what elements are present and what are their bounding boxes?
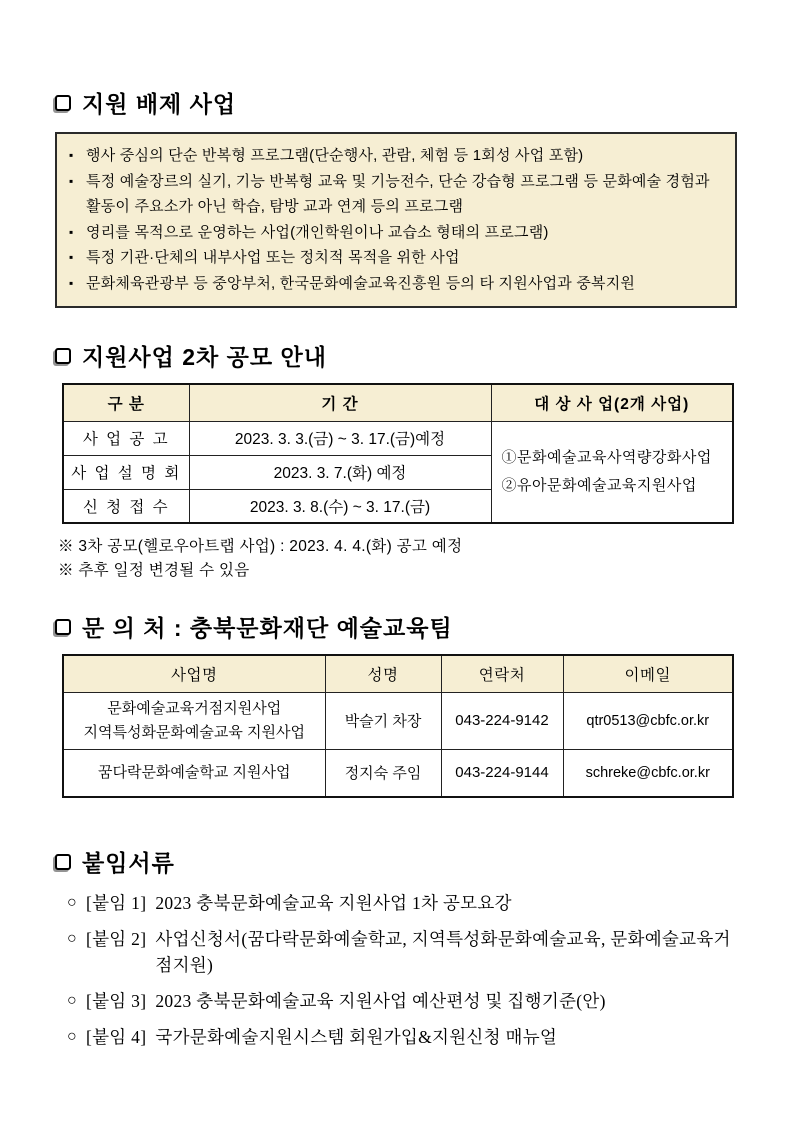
column-header: 연락처 xyxy=(441,655,563,692)
column-header: 성명 xyxy=(325,655,441,692)
table-header-row xyxy=(63,384,733,421)
list-item-text: 행사 중심의 단순 반복형 프로그램(단순행사, 관람, 체험 등 1회성 사업 포함) xyxy=(86,147,584,164)
email-cell: schreke@cbfc.or.kr xyxy=(563,749,733,797)
email-cell: qtr0513@cbfc.or.kr xyxy=(563,692,733,749)
period-cell: 2023. 3. 7.(화) 예정 xyxy=(189,455,491,489)
column-header: 대 상 사 업(2개 사업) xyxy=(491,384,733,421)
notes xyxy=(58,535,737,583)
circle-bullet-icon: ○ xyxy=(67,1028,77,1045)
table-row xyxy=(63,749,733,797)
phone-cell: 043-224-9142 xyxy=(441,692,563,749)
target-line: ②유아문화예술교육지원사업 xyxy=(501,476,697,494)
row-label: 신 청 접 수 xyxy=(63,489,189,523)
square-bullet-icon xyxy=(55,854,71,870)
attachment-tag: [붙임 1] xyxy=(85,893,147,913)
section-title-text: 지원 배제 사업 xyxy=(82,91,237,117)
table-row xyxy=(63,692,733,749)
list-item-text: 영리를 목적으로 운영하는 사업(개인학원이나 교습소 형태의 프로그램) xyxy=(86,223,549,241)
list-item xyxy=(69,245,725,271)
circle-bullet-icon: ○ xyxy=(67,992,77,1009)
square-small-bullet-icon: ▪ xyxy=(69,275,74,290)
circle-bullet-icon: ○ xyxy=(67,930,77,947)
contact-table xyxy=(62,654,734,798)
table-row xyxy=(63,421,733,455)
section-title-text: 붙임서류 xyxy=(82,850,175,876)
attachment-text: 국가문화예술지원시스템 회원가입&지원신청 매뉴얼 xyxy=(155,1027,558,1047)
column-header: 구 분 xyxy=(63,384,189,421)
attachment-text: 사업신청서(꿈다락문화예술학교, 지역특성화문화예술교육, 문화예술교육거점지원) xyxy=(155,929,731,975)
column-header: 기 간 xyxy=(189,384,491,421)
section-title-attachments xyxy=(55,845,737,878)
square-bullet-icon xyxy=(55,348,71,364)
square-bullet-icon xyxy=(55,95,71,111)
list-item xyxy=(69,169,725,220)
list-item-text: 특정 기관·단체의 내부사업 또는 정치적 목적을 위한 사업 xyxy=(86,249,460,266)
project-line: 꿈다락문화예술학교 지원사업 xyxy=(97,763,291,781)
list-item xyxy=(69,220,725,246)
square-small-bullet-icon: ▪ xyxy=(69,148,74,162)
list-item xyxy=(69,143,725,169)
target-projects-cell xyxy=(491,421,733,523)
section-title-text: 문 의 처 : 충북문화재단 예술교육팀 xyxy=(82,615,453,641)
attachment-item xyxy=(67,926,737,978)
attachment-item xyxy=(67,890,737,916)
note-line: ※ 추후 일정 변경될 수 있음 xyxy=(58,562,250,579)
list-item-text: 특정 예술장르의 실기, 기능 반복형 교육 및 기능전수, 단순 강습형 프로그램 등 문화예술 경험과 활동이 주요소가 아닌 학습, 탐방 교과 연계 등의 프로그램 xyxy=(86,172,710,215)
note-line: ※ 3차 공모(헬로우아트랩 사업) : 2023. 4. 4.(화) 공고 예정 xyxy=(58,538,463,555)
attachment-tag: [붙임 2] xyxy=(85,929,147,949)
project-line: 지역특성화문화예술교육 지원사업 xyxy=(83,723,306,741)
attachment-list xyxy=(67,890,737,1050)
target-line: ①문화예술교육사역량강화사업 xyxy=(501,448,712,466)
attachment-item xyxy=(67,988,737,1014)
square-small-bullet-icon: ▪ xyxy=(69,173,74,188)
square-small-bullet-icon: ▪ xyxy=(69,224,74,239)
announcement-schedule-table xyxy=(62,383,734,524)
square-bullet-icon xyxy=(55,619,71,635)
list-item xyxy=(69,271,725,297)
project-cell xyxy=(63,692,325,749)
attachment-tag: [붙임 4] xyxy=(85,1027,147,1047)
list-item-text: 문화체육관광부 등 중앙부처, 한국문화예술교육진흥원 등의 타 지원사업과 중복지원 xyxy=(86,274,636,292)
attachment-tag: [붙임 3] xyxy=(85,991,147,1011)
period-cell: 2023. 3. 8.(수) ~ 3. 17.(금) xyxy=(189,489,491,523)
circle-bullet-icon: ○ xyxy=(67,894,77,911)
table-header-row xyxy=(63,655,733,692)
row-label: 사 업 공 고 xyxy=(63,421,189,455)
square-small-bullet-icon: ▪ xyxy=(69,250,74,264)
project-line: 문화예술교육거점지원사업 xyxy=(107,699,282,717)
name-cell: 박슬기 차장 xyxy=(325,692,441,749)
name-cell: 정지숙 주임 xyxy=(325,749,441,797)
attachment-text: 2023 충북문화예술교육 지원사업 예산편성 및 집행기준(안) xyxy=(155,991,606,1011)
section-title-contact xyxy=(55,610,737,643)
phone-cell: 043-224-9144 xyxy=(441,749,563,797)
row-label: 사 업 설 명 회 xyxy=(63,455,189,489)
attachment-text: 2023 충북문화예술교육 지원사업 1차 공모요강 xyxy=(155,893,512,913)
excluded-projects-box xyxy=(55,132,737,308)
section-title-text: 지원사업 2차 공모 안내 xyxy=(82,344,327,370)
column-header: 사업명 xyxy=(63,655,325,692)
section-title-announcement xyxy=(55,339,737,372)
project-cell xyxy=(63,749,325,797)
attachment-item xyxy=(67,1024,737,1050)
column-header: 이메일 xyxy=(563,655,733,692)
section-title-excluded xyxy=(55,86,737,119)
period-cell: 2023. 3. 3.(금) ~ 3. 17.(금)예정 xyxy=(189,421,491,455)
